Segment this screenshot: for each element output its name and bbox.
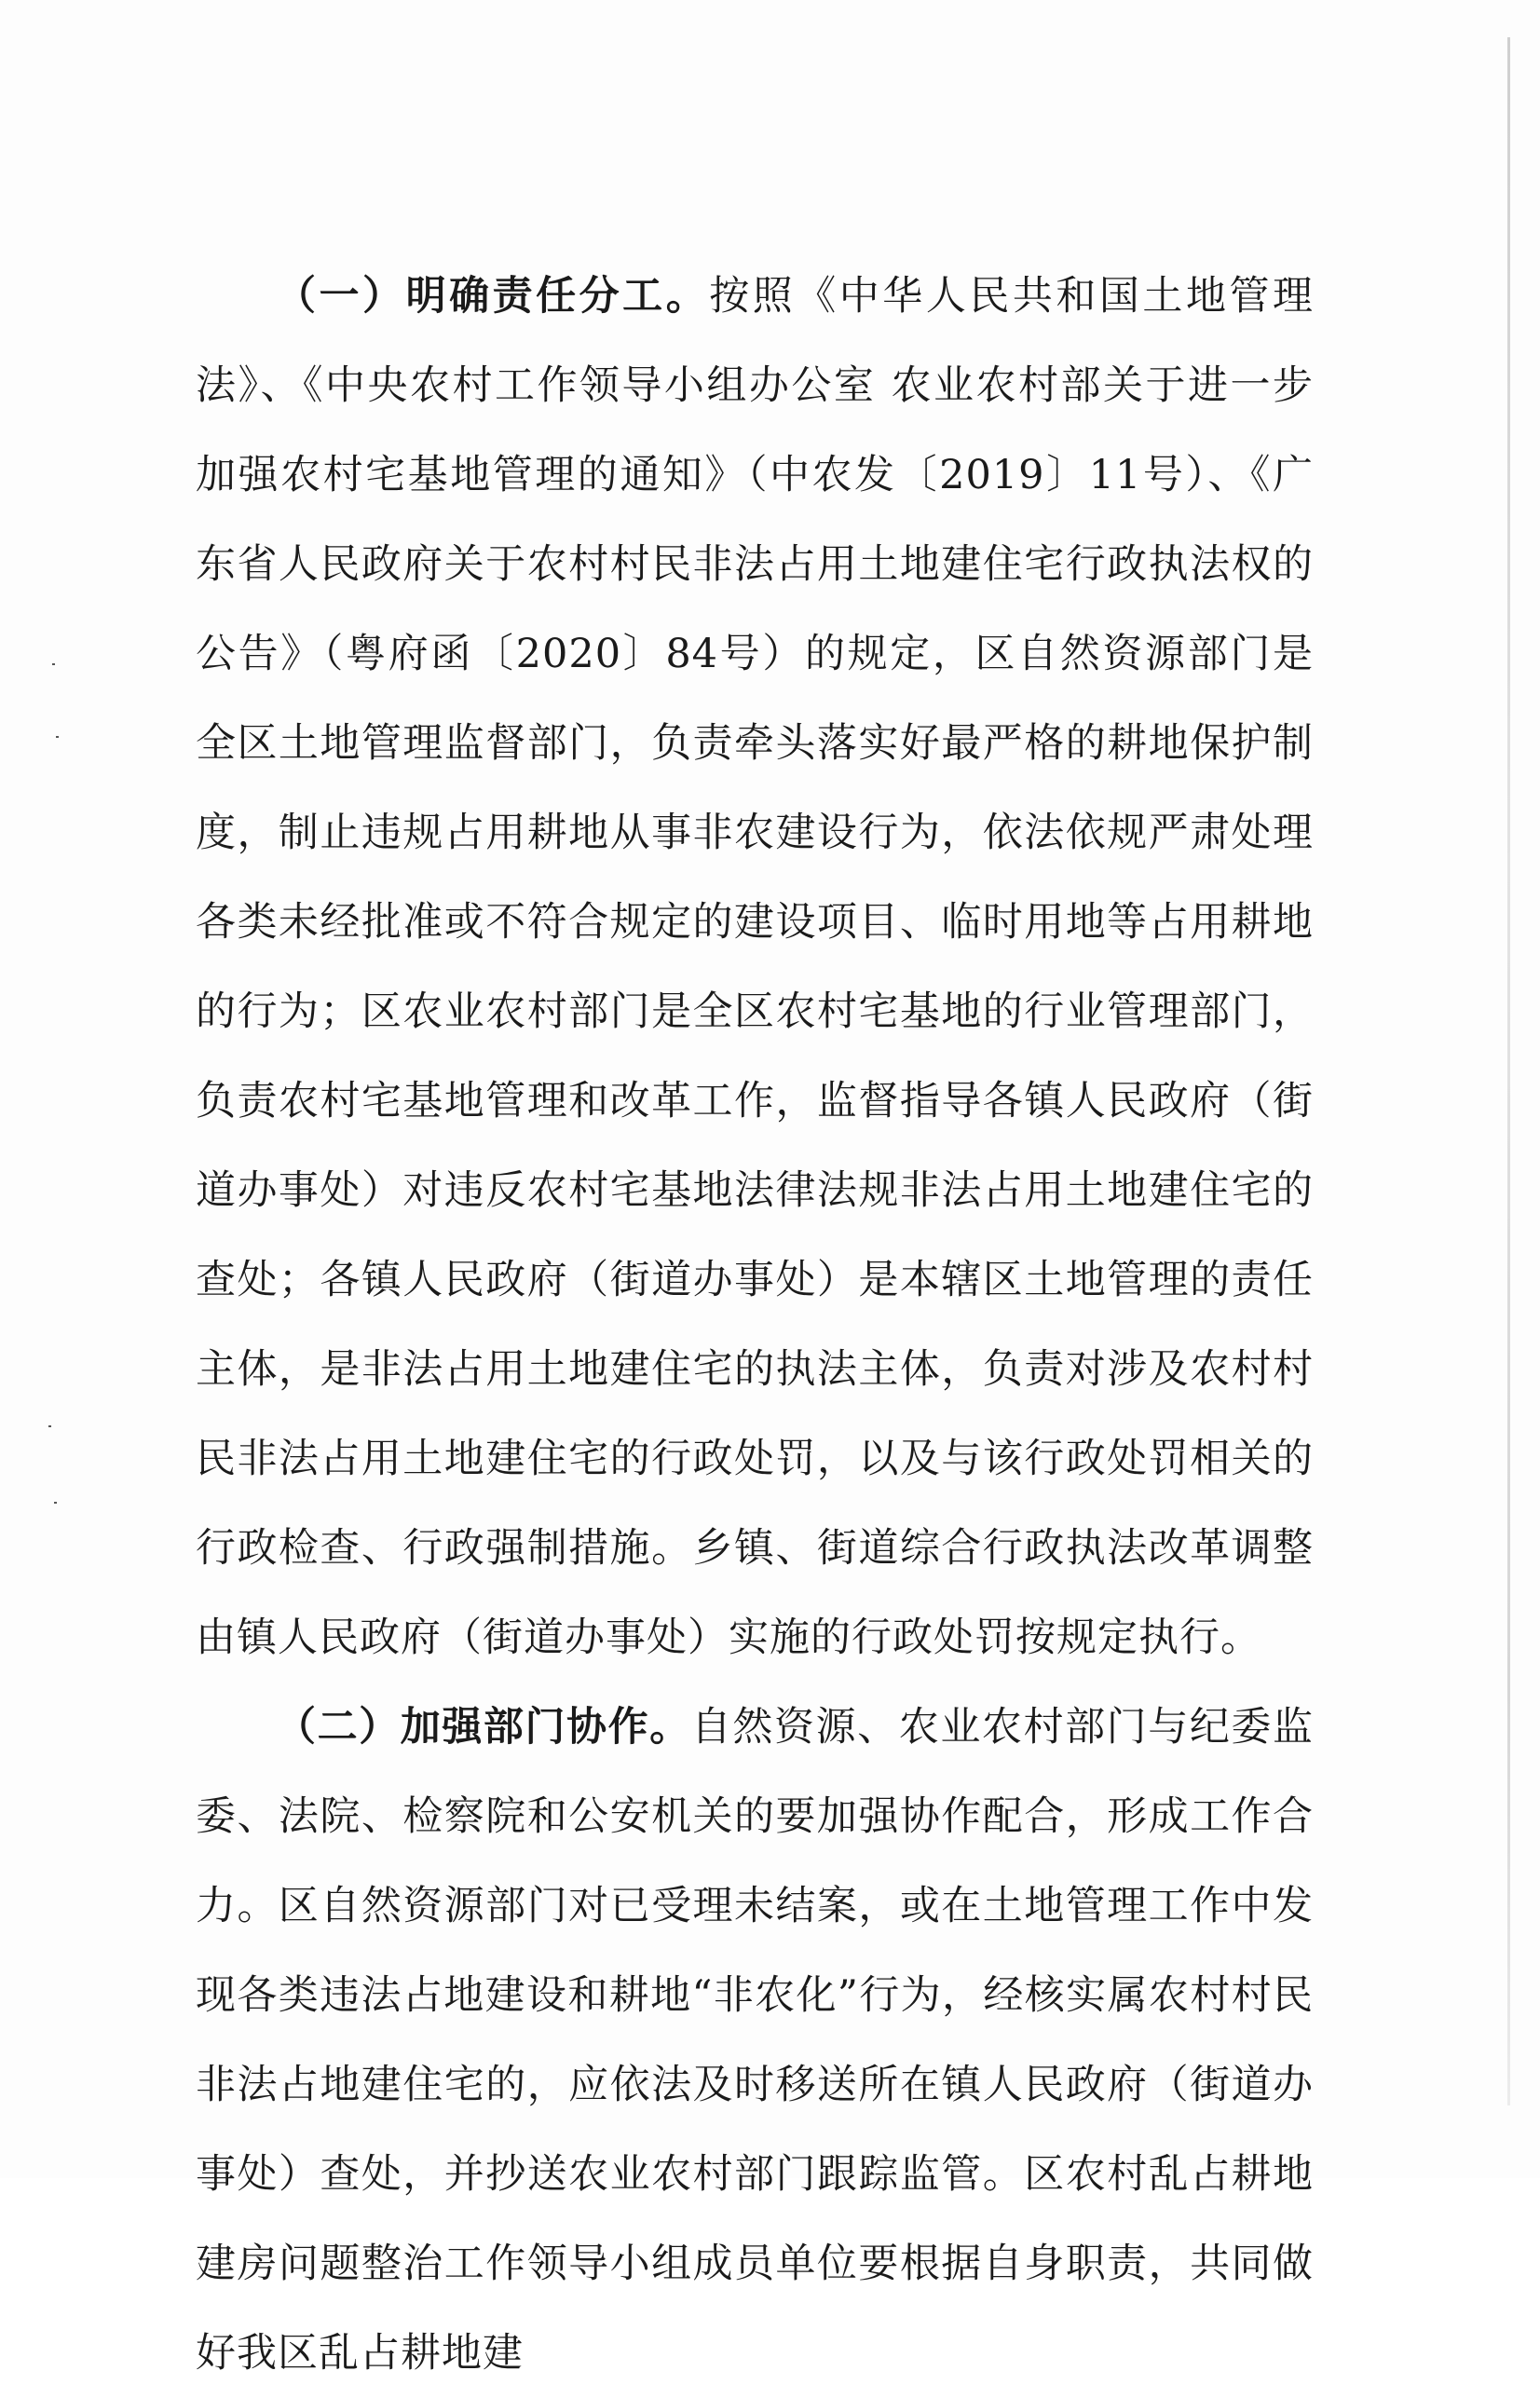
section-heading-1: （一）明确责任分工。 (276, 273, 710, 320)
scan-speck (54, 1502, 57, 1504)
section-heading-2: （二）加强部门协作。 (276, 1704, 691, 1751)
section-text-1: 按照《中华人民共和国土地管理法》、《中央农村工作领导小组办公室 农业农村部关于进一步加强农村宅基地管理的通知》（中农发〔2019〕11号）、《广东省人民政府关于农村村民非法占用土地建住宅行政执法权的公告》（粤府函〔2020〕84号）的规定，区自然资源部门是全区土地管理监督部门，负责牵头落实好最严格的耕地保护制度，制止违规占用耕地从事非农建设行为，依法依规严肃处理各类未经批准或不符合规定的建设项目、临时用地等占用耕地的行为；区农业农村部门是全区农村宅基地的行业管理部门，负责农村宅基地管理和改革工作，监督指导各镇人民政府（街道办事处）对违反农村宅基地法律法规非法占用土地建住宅的查处；各镇人民政府（街道办事处）是本辖区土地管理的责任主体，是非法占用土地建住宅的执法主体，负责对涉及农村村民非法占用土地建住宅的行政处罚，以及与该行政处罚相关的行政检查、行政强制措施。乡镇、街道综合行政执法改革调整由镇人民政府（街道办事处）实施的行政处罚按规定执行。 (196, 273, 1315, 1661)
scan-speck (56, 736, 59, 738)
scan-edge-line (1507, 37, 1510, 2105)
paragraph-coordination (196, 1683, 1314, 2398)
paragraph-responsibility (196, 252, 1314, 1683)
section-text-2: 自然资源、农业农村部门与纪委监委、法院、检察院和公安机关的要加强协作配合，形成工作合力。区自然资源部门对已受理未结案，或在土地管理工作中发现各类违法占地建设和耕地“非农化”行为，经核实属农村村民非法占地建住宅的，应依法及时移送所在镇人民政府（街道办事处）查处，并抄送农业农村部门跟踪监管。区农村乱占耕地建房问题整治工作领导小组成员单位要根据自身职责，共同做好我区乱占耕地建 (196, 1704, 1315, 2377)
scan-speck (52, 663, 55, 665)
scan-speck (48, 1425, 51, 1427)
document-body (196, 252, 1314, 2398)
